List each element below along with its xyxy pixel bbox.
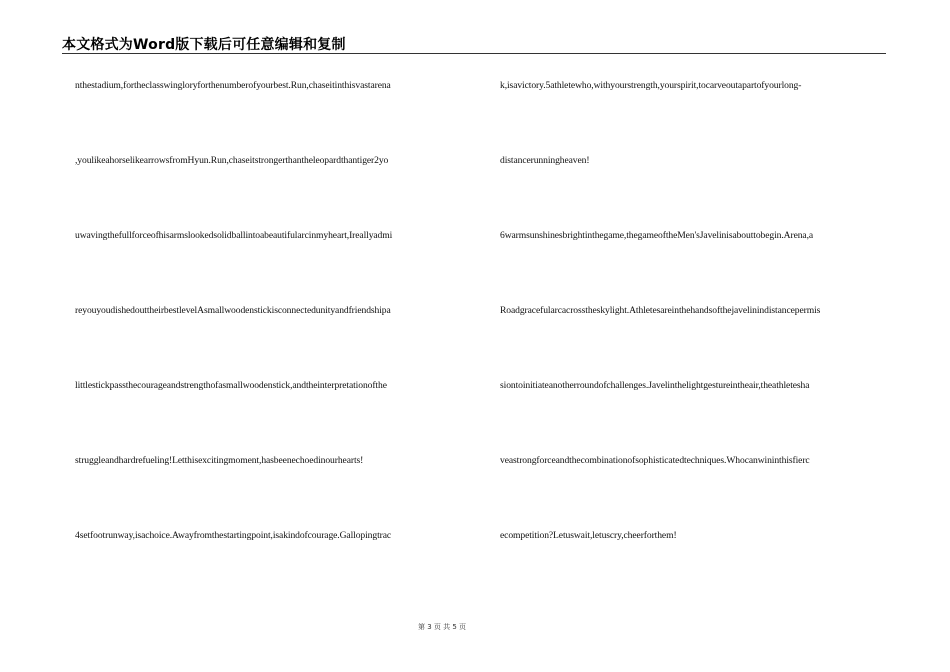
left-line-3: uwavingthefullforceofhisarmslookedsolidballintoabeautifularcinmyheart,Ireallyadmi [75,230,393,241]
right-line-5: siontoinitiateanotherroundofchallenges.Javelinthelightgestureintheair,theathletesha [500,380,810,391]
left-line-1: nthestadium,fortheclasswingloryforthenumberofyourbest.Run,chaseitinthisvastarena [75,80,391,91]
right-line-7: ecompetition?Letuswait,letuscry,cheerforthem! [500,530,677,541]
page-number-footer: 第 3 页 共 5 页 [417,623,467,631]
header-divider [62,53,886,54]
left-line-6: struggleandhardrefueling!Letthisexcitingmoment,hasbeenechoedinourhearts! [75,455,364,466]
document-header-title: 本文格式为Word版下载后可任意编辑和复制 [62,37,346,53]
right-line-6: veastrongforceandthecombinationofsophisticatedtechniques.Whocanwininthisfierc [500,455,810,466]
left-line-7: 4setfootrunway,isachoice.Awayfromthestartingpoint,isakindofcourage.Gallopingtrac [75,530,392,541]
left-line-2: ,youlikeahorselikearrowsfromHyun.Run,chaseitstrongerthantheleopardthantiger2yo [75,155,389,166]
left-line-4: reyouyoudishedouttheirbestlevelAsmallwoodenstickisconnectedunityandfriendshipa [75,305,391,316]
left-line-5: littlestickpassthecourageandstrengthofasmallwoodenstick,andtheinterpretationofthe [75,380,387,391]
right-line-4: Roadgracefularcacrosstheskylight.Athletesareinthehandsofthejavelinindistancepermis [500,305,821,316]
right-line-2: distancerunningheaven! [500,155,590,166]
right-line-1: k,isavictory.5athletewho,withyourstrength,yourspirit,tocarveoutapartofyourlong- [500,80,802,91]
right-line-3: 6warmsunshinesbrightinthegame,thegameoftheMen'sJavelinisabouttobegin.Arena,a [500,230,814,241]
